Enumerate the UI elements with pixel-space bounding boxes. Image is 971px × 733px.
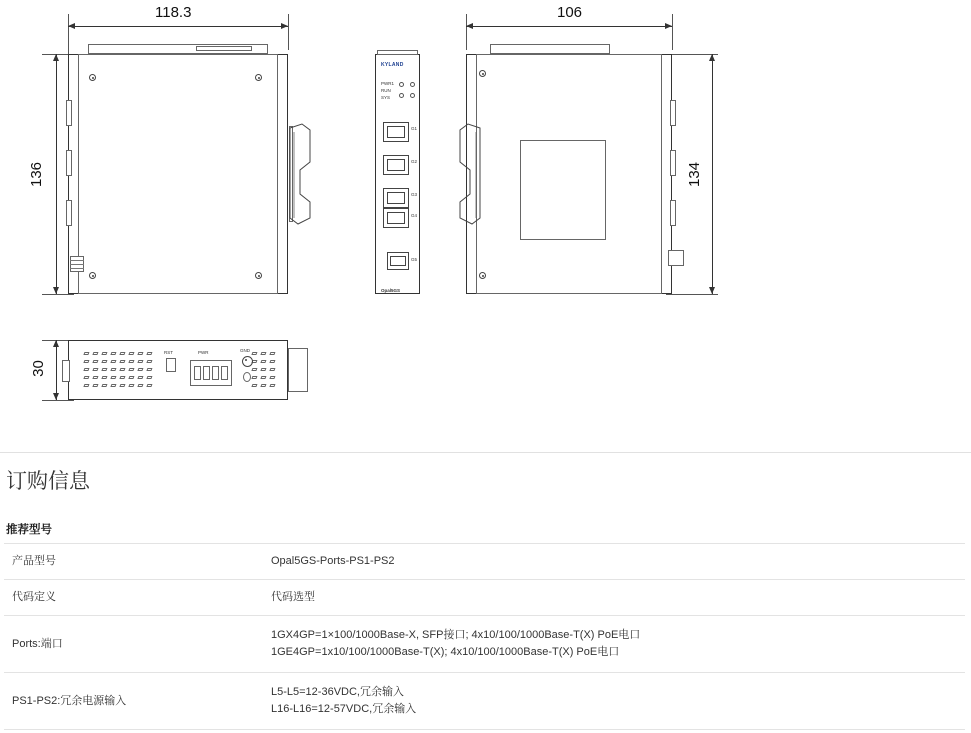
vent-slot <box>261 384 267 387</box>
vent-slot <box>111 360 117 363</box>
vent-slot <box>138 376 144 379</box>
vent-slot <box>129 384 135 387</box>
led-label-sys: SYS <box>381 95 391 100</box>
dim-line-front-width <box>68 26 288 27</box>
vent-slot <box>93 368 99 371</box>
model-label: Opal5GS <box>381 288 401 293</box>
reset-label: RST <box>164 350 173 355</box>
hatch-line <box>70 264 84 265</box>
dim-front-width: 118.3 <box>155 4 192 21</box>
din-rail-clip-shape <box>452 122 482 227</box>
vent-slot <box>252 384 258 387</box>
screw-icon <box>255 272 262 279</box>
vent-slot <box>252 368 258 371</box>
reset-switch <box>166 358 176 372</box>
row-value-line: L16-L16=12-57VDC,冗余输入 <box>271 703 417 716</box>
led-pwr1 <box>399 82 404 87</box>
vent-slot <box>252 376 258 379</box>
din-rail-clip-shape <box>288 122 318 227</box>
ext-line <box>466 14 467 50</box>
port-label-g4: G4 <box>411 213 418 218</box>
power-label: PWR <box>198 350 209 355</box>
vent-slot <box>147 384 153 387</box>
port-label-g3: G3 <box>411 192 418 197</box>
row-value <box>263 544 965 580</box>
table-row <box>4 580 965 616</box>
dim-arrow <box>281 23 288 29</box>
vent-slot <box>129 352 135 355</box>
vent-slot <box>84 360 90 363</box>
vent-slot <box>120 368 126 371</box>
dim-arrow <box>665 23 672 29</box>
subsection-title: 推荐型号 <box>6 524 52 536</box>
vent-slot <box>270 384 276 387</box>
table-row <box>4 544 965 580</box>
vent-slot <box>129 360 135 363</box>
dim-side-height: 134 <box>686 161 704 188</box>
led-label-pwr1: PWR1 <box>381 81 395 86</box>
front-view-notch <box>66 100 72 126</box>
vent-slot <box>84 352 90 355</box>
vent-slot <box>84 376 90 379</box>
vent-slot <box>93 360 99 363</box>
led-pwr2 <box>410 82 415 87</box>
dim-arrow <box>709 287 715 294</box>
vent-slot <box>270 376 276 379</box>
vent-slot <box>93 376 99 379</box>
front-view-handle-slot <box>196 46 252 51</box>
screw-icon <box>255 74 262 81</box>
vent-slot <box>261 368 267 371</box>
vent-slot <box>84 384 90 387</box>
section-divider <box>0 452 971 453</box>
dim-arrow <box>466 23 473 29</box>
port-g3-inner <box>387 192 405 204</box>
vent-slot <box>111 368 117 371</box>
ordering-information-section <box>0 465 971 730</box>
ground-stud-icon <box>242 356 253 367</box>
terminal-pin <box>212 366 219 380</box>
vent-slot <box>138 368 144 371</box>
vent-slot <box>138 384 144 387</box>
vent-slot <box>138 360 144 363</box>
vent-slot <box>261 352 267 355</box>
vent-slot <box>129 368 135 371</box>
table-row <box>4 673 965 730</box>
vent-slot <box>120 360 126 363</box>
row-value <box>263 580 965 616</box>
ordering-table <box>4 543 965 730</box>
dim-arrow <box>68 23 75 29</box>
row-value-line: L5-L5=12-36VDC,冗余输入 <box>271 686 404 699</box>
dim-line-top-height <box>56 340 57 400</box>
port-label-g5: G5 <box>411 257 418 262</box>
dim-arrow <box>53 393 59 400</box>
port-g5-sfp-inner <box>390 256 406 266</box>
front-view-inner-panel <box>78 54 278 294</box>
ext-line <box>666 294 718 295</box>
vent-slot <box>138 352 144 355</box>
port-label-g1: G1 <box>411 126 418 131</box>
row-key: 代码定义 <box>4 580 263 616</box>
row-value <box>263 673 965 730</box>
hatch-line <box>70 260 84 261</box>
vent-slot <box>111 352 117 355</box>
top-view-endcap <box>288 348 308 392</box>
ext-line <box>68 14 69 54</box>
side-view-notch <box>670 150 676 176</box>
brand-label: KYLAND <box>381 62 404 68</box>
vent-slot <box>147 368 153 371</box>
ground-post <box>243 372 251 382</box>
screw-icon <box>89 272 96 279</box>
row-value <box>263 616 965 673</box>
vent-slot <box>270 368 276 371</box>
row-value-line: 1GE4GP=1x10/100/1000Base-T(X); 4x10/100/1000Base-T(X) PoE电口 <box>271 646 620 659</box>
dim-side-width: 106 <box>557 4 583 21</box>
ext-line <box>42 294 74 295</box>
dim-arrow <box>53 340 59 347</box>
screw-icon <box>479 272 486 279</box>
vent-slot <box>120 376 126 379</box>
page-title: 订购信息 <box>6 470 90 493</box>
vent-slot <box>129 376 135 379</box>
top-view-left-tab <box>62 360 70 382</box>
vent-grid <box>252 352 282 390</box>
side-view-label-area <box>520 140 606 240</box>
dim-line-front-height <box>56 54 57 294</box>
side-view-notch <box>670 200 676 226</box>
vent-slot <box>270 352 276 355</box>
led-run <box>399 93 404 98</box>
front-view-notch <box>66 150 72 176</box>
vent-slot <box>102 384 108 387</box>
port-view-top-cap <box>377 50 418 55</box>
row-key: 产品型号 <box>4 544 263 580</box>
vent-slot <box>261 360 267 363</box>
ext-line <box>42 400 74 401</box>
row-key: PS1-PS2:冗余电源输入 <box>4 673 263 730</box>
terminal-pin <box>203 366 210 380</box>
ext-line <box>288 14 289 50</box>
dim-arrow <box>709 54 715 61</box>
vent-grid <box>84 352 156 390</box>
port-label-g2: G2 <box>411 159 418 164</box>
side-view-notch <box>670 100 676 126</box>
port-g2-inner <box>387 159 405 171</box>
vent-slot <box>120 352 126 355</box>
vent-slot <box>111 376 117 379</box>
terminal-pin <box>194 366 201 380</box>
front-view-notch <box>66 200 72 226</box>
dim-arrow <box>53 54 59 61</box>
ground-label: GND <box>240 348 250 353</box>
vent-slot <box>252 352 258 355</box>
vent-slot <box>93 384 99 387</box>
vent-slot <box>147 360 153 363</box>
screw-icon <box>89 74 96 81</box>
vent-slot <box>93 352 99 355</box>
vent-slot <box>102 376 108 379</box>
vent-slot <box>111 384 117 387</box>
vent-slot <box>102 360 108 363</box>
row-value-line: 1GX4GP=1×100/1000Base-X, SFP接口; 4x10/100/1000Base-T(X) PoE电口 <box>271 629 641 642</box>
side-view-notch <box>668 250 684 266</box>
vent-slot <box>102 368 108 371</box>
table-row <box>4 616 965 673</box>
port-g1-inner <box>387 126 405 138</box>
vent-slot <box>270 360 276 363</box>
port-g4-inner <box>387 212 405 224</box>
hatch-line <box>70 268 84 269</box>
led-sys <box>410 93 415 98</box>
side-view-top-cap <box>490 44 610 54</box>
vent-slot <box>147 376 153 379</box>
row-value-line: Opal5GS-Ports-PS1-PS2 <box>271 555 395 567</box>
dim-line-side-width <box>466 26 672 27</box>
vent-slot <box>147 352 153 355</box>
vent-slot <box>261 376 267 379</box>
row-key: Ports:端口 <box>4 616 263 673</box>
vent-slot <box>120 384 126 387</box>
dim-arrow <box>53 287 59 294</box>
dim-line-side-height <box>712 54 713 294</box>
row-value-line: 代码选型 <box>271 591 315 604</box>
vent-slot <box>102 352 108 355</box>
terminal-pin <box>221 366 228 380</box>
led-label-pwr2: RUN <box>381 88 391 93</box>
ext-line <box>672 14 673 50</box>
dim-top-height: 30 <box>29 360 47 377</box>
dim-front-height: 136 <box>28 161 46 188</box>
vent-slot <box>84 368 90 371</box>
screw-icon <box>479 70 486 77</box>
